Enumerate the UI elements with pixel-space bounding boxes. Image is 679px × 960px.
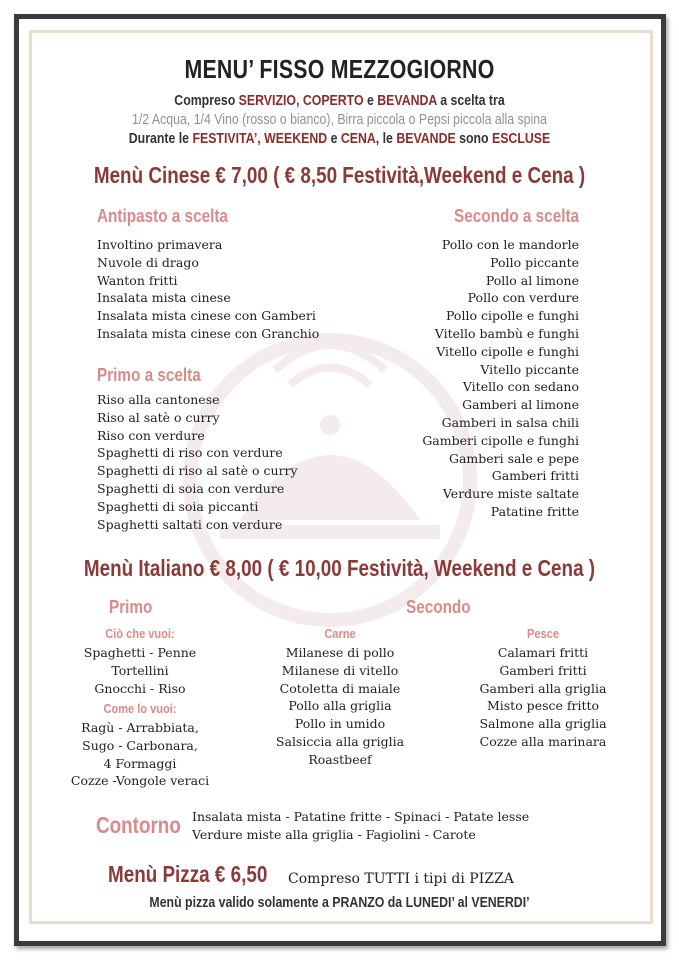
- carne-list: [240, 644, 440, 769]
- primo-italiano-heading: Primo: [109, 597, 153, 617]
- pesce-list: [443, 644, 643, 751]
- list-item: Riso al satè o curry: [97, 409, 220, 425]
- list-item: Insalata mista cinese: [97, 290, 231, 306]
- menu-cinese-heading: Menù Cinese € 7,00 ( € 8,50 Festività,Weekend e Cena ): [93, 162, 586, 188]
- list-item: Vitello con sedano: [462, 379, 579, 395]
- list-item: Vitello cipolle e funghi: [436, 343, 579, 359]
- list-item: Milanese di vitello: [281, 662, 399, 678]
- list-item: Gamberi cipolle e funghi: [422, 432, 579, 448]
- list-item: Patatine fritte: [490, 503, 579, 519]
- che-vuoi-heading: Ciò che vuoi:: [105, 626, 175, 641]
- list-item: Pollo in umido: [294, 716, 386, 732]
- contorno-heading: Contorno: [96, 812, 181, 838]
- list-item: Salsiccia alla griglia: [275, 733, 405, 749]
- list-item: Roastbeef: [308, 751, 372, 767]
- list-item: Pollo alla griglia: [288, 698, 392, 714]
- list-item: Pollo con le mandorle: [441, 237, 579, 252]
- antipasto-list: [97, 236, 319, 343]
- list-item: Wanton fritti: [97, 272, 178, 288]
- menu-pizza-heading: Menù Pizza € 6,50: [108, 861, 268, 887]
- primo-cinese-list: [97, 391, 298, 533]
- list-item: Tortellini: [111, 662, 169, 678]
- list-item: Gamberi al limone: [462, 397, 579, 413]
- contorno-line-2: Verdure miste alla griglia - Fagiolini - Carote: [192, 826, 476, 842]
- list-item: Gnocchi - Riso: [94, 680, 186, 696]
- secondo-cinese-heading: Secondo a scelta: [453, 206, 579, 226]
- list-item: Pollo cipolle e funghi: [446, 308, 579, 324]
- list-item: Nuvole di drago: [97, 254, 199, 270]
- intro-line-3: Durante le FESTIVITA’, WEEKEND e CENA, le BEVANDE sono ESCLUSE: [128, 131, 551, 147]
- list-item: Involtino primavera: [97, 237, 223, 252]
- list-item: Gamberi in salsa chili: [441, 414, 579, 430]
- list-item: 4 Formaggi: [103, 755, 177, 771]
- list-item: Spaghetti di soia piccanti: [97, 498, 259, 514]
- primo-cinese-heading: Primo a scelta: [97, 365, 201, 385]
- list-item: Pollo con verdure: [467, 290, 579, 306]
- menu-italiano-heading: Menù Italiano € 8,00 ( € 10,00 Festività, Weekend e Cena ): [83, 555, 596, 581]
- list-item: Vitello bambù e funghi: [434, 325, 579, 341]
- list-item: Cotoletta di maiale: [279, 680, 401, 696]
- list-item: Vitello piccante: [480, 361, 579, 377]
- list-item: Pollo piccante: [490, 254, 579, 270]
- intro-line-2: 1/2 Acqua, 1/4 Vino (rosso o bianco), Birra piccola o Pepsi piccola alla spina: [132, 112, 547, 128]
- che-vuoi-list: [40, 644, 240, 697]
- intro-line-1: Compreso SERVIZIO, COPERTO e BEVANDA a scelta tra: [174, 93, 505, 109]
- list-item: Cozze alla marinara: [479, 733, 607, 749]
- list-item: Gamberi sale e pepe: [448, 450, 579, 466]
- list-item: Misto pesce fritto: [486, 698, 600, 714]
- list-item: Spaghetti di soia con verdure: [97, 480, 285, 496]
- come-vuoi-heading: Come lo vuoi:: [103, 701, 177, 716]
- secondo-italiano-heading: Secondo: [406, 597, 471, 617]
- list-item: Gamberi alla griglia: [479, 680, 607, 696]
- list-item: Spaghetti - Penne: [83, 645, 197, 660]
- carne-heading: Carne: [324, 626, 356, 641]
- pizza-description: Compreso TUTTI i tipi di PIZZA: [288, 871, 514, 887]
- list-item: Riso alla cantonese: [97, 392, 220, 407]
- list-item: Insalata mista cinese con Gamberi: [97, 308, 316, 324]
- list-item: Sugo - Carbonara,: [82, 737, 198, 753]
- list-item: Riso con verdure: [97, 427, 205, 443]
- list-item: Calamari fritti: [497, 645, 589, 660]
- list-item: Gamberi fritti: [491, 468, 579, 484]
- list-item: Ragù - Arrabbiata,: [81, 720, 199, 735]
- come-vuoi-list: [40, 719, 240, 790]
- list-item: Cozze -Vongole veraci: [70, 773, 210, 789]
- list-item: Salmone alla griglia: [479, 716, 607, 732]
- pesce-heading: Pesce: [527, 626, 559, 641]
- list-item: Milanese di pollo: [285, 645, 395, 660]
- pizza-note: Menù pizza valido solamente a PRANZO da LUNEDI’ al VENERDI’: [149, 895, 530, 911]
- list-item: Spaghetti di riso con verdure: [97, 445, 283, 461]
- secondo-cinese-list: [422, 236, 579, 521]
- antipasto-heading: Antipasto a scelta: [97, 206, 228, 226]
- list-item: Spaghetti saltati con verdure: [97, 516, 283, 532]
- list-item: Pollo al limone: [485, 272, 579, 288]
- list-item: Spaghetti di riso al satè o curry: [97, 463, 298, 479]
- contorno-list: [192, 808, 529, 844]
- contorno-line-1: Insalata mista - Patatine fritte - Spinaci - Patate lesse: [192, 809, 530, 824]
- list-item: Insalata mista cinese con Granchio: [97, 325, 320, 341]
- list-item: Gamberi fritti: [499, 662, 587, 678]
- page-title: MENU’ FISSO MEZZOGIORNO: [184, 54, 495, 84]
- list-item: Verdure miste saltate: [442, 486, 579, 502]
